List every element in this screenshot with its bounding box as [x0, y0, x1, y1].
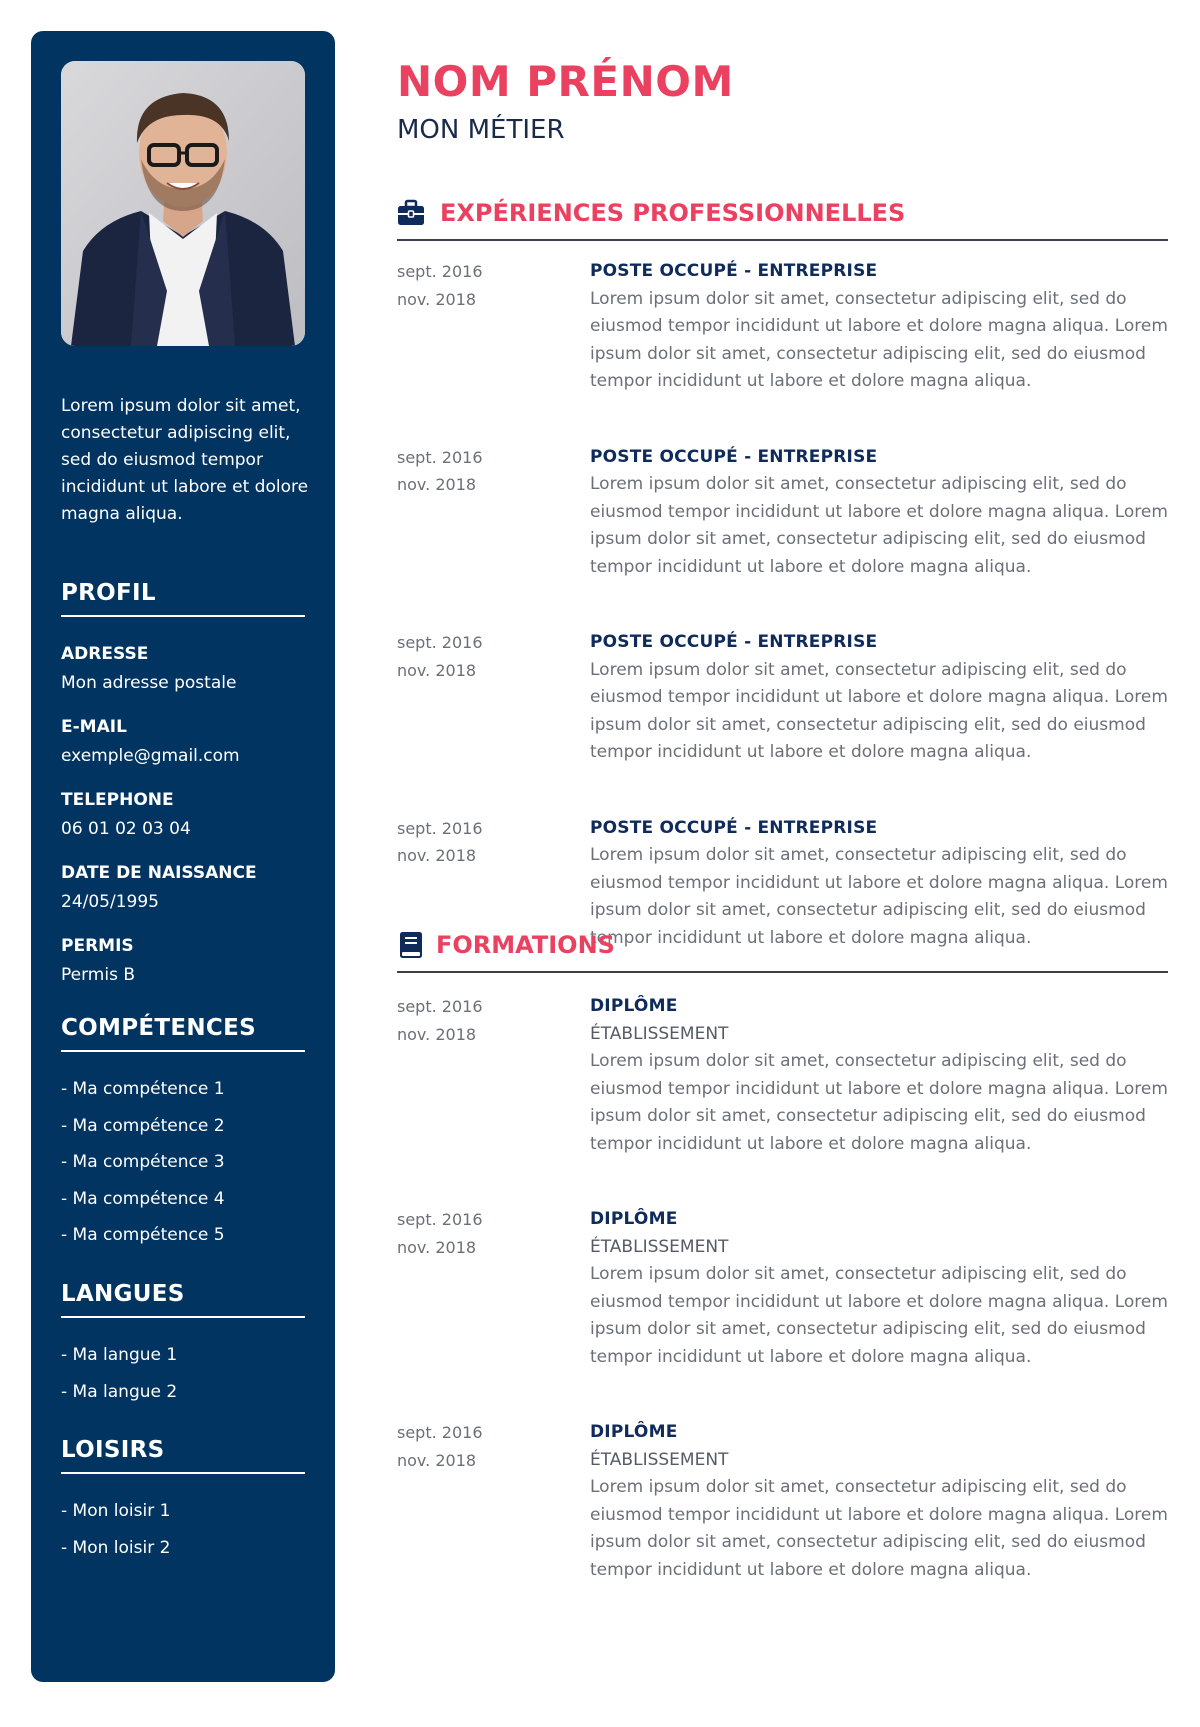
- end-date: nov. 2018: [397, 1450, 477, 1470]
- list-item: - Ma compétence 3: [61, 1152, 225, 1172]
- entry-dates: [397, 993, 590, 1158]
- entry-description: Lorem ipsum dolor sit amet, consectetur adipiscing elit, sed do eiusmod tempor incididunt ut labore et dolore magna aliqua. Lorem ipsum dolor sit amet, consectetur adipiscing elit, sed do eiusmod tempor incididunt ut labore et dolore magna aliqua.: [590, 1477, 1168, 1580]
- contact-phone: [61, 789, 311, 840]
- experience-entry: [397, 258, 1168, 396]
- experience-entry: [397, 629, 1168, 767]
- contact-value: Mon adresse postale: [61, 673, 237, 693]
- contact-address: [61, 643, 311, 694]
- entry-dates: [397, 444, 590, 582]
- end-date: nov. 2018: [397, 1237, 477, 1257]
- education-entry: [397, 1419, 1168, 1584]
- entry-dates: [397, 629, 590, 767]
- contact-value: exemple@gmail.com: [61, 746, 240, 766]
- entry-title: POSTE OCCUPÉ - ENTREPRISE: [590, 261, 878, 281]
- profile-heading: PROFIL: [61, 579, 305, 617]
- languages-heading: LANGUES: [61, 1280, 305, 1318]
- list-item: - Mon loisir 2: [61, 1537, 171, 1558]
- profile-summary: Lorem ipsum dolor sit amet, consectetur adipiscing elit, sed do eiusmod tempor incididunt ut labore et dolore magna aliqua.: [61, 396, 309, 524]
- education-entry: [397, 993, 1168, 1158]
- entry-title: POSTE OCCUPÉ - ENTREPRISE: [590, 817, 878, 838]
- education-heading: FORMATIONS: [436, 931, 615, 959]
- start-date: sept. 2016: [397, 1423, 483, 1442]
- list-item: - Ma langue 1: [61, 1345, 178, 1365]
- entry-title: POSTE OCCUPÉ - ENTREPRISE: [590, 632, 878, 652]
- profile-photo: [61, 61, 305, 346]
- hobbies-heading: LOISIRS: [61, 1436, 305, 1474]
- entry-title: DIPLÔME: [590, 1209, 678, 1229]
- start-date: sept. 2016: [397, 818, 483, 838]
- entry-description: Lorem ipsum dolor sit amet, consectetur adipiscing elit, sed do eiusmod tempor incididunt ut labore et dolore magna aliqua. Lorem ipsum dolor sit amet, consectetur adipiscing elit, sed do eiusmod tempor incididunt ut labore et dolore magna aliqua.: [590, 845, 1168, 948]
- contact-value: 24/05/1995: [61, 892, 159, 912]
- skills-list: [61, 1078, 311, 1246]
- experience-list: [397, 258, 1168, 1000]
- briefcase-icon: [397, 199, 425, 227]
- start-date: sept. 2016: [397, 997, 483, 1016]
- skills-heading: COMPÉTENCES: [61, 1014, 305, 1052]
- person-portrait-icon: [61, 61, 305, 346]
- end-date: nov. 2018: [397, 289, 477, 309]
- contact-value: 06 01 02 03 04: [61, 819, 191, 839]
- contact-label: E-MAIL: [61, 717, 127, 737]
- entry-title: POSTE OCCUPÉ - ENTREPRISE: [590, 446, 878, 467]
- list-item: - Ma compétence 2: [61, 1115, 225, 1136]
- contact-value: Permis B: [61, 965, 136, 985]
- job-title: MON MÉTIER: [397, 115, 565, 145]
- entry-title: DIPLÔME: [590, 996, 678, 1016]
- contact-birthdate: [61, 862, 311, 913]
- entry-description: Lorem ipsum dolor sit amet, consectetur adipiscing elit, sed do eiusmod tempor incididunt ut labore et dolore magna aliqua. Lorem ipsum dolor sit amet, consectetur adipiscing elit, sed do eiusmod tempor incididunt ut labore et dolore magna aliqua.: [590, 659, 1168, 762]
- list-item: - Ma compétence 1: [61, 1079, 225, 1099]
- start-date: sept. 2016: [397, 1210, 483, 1229]
- list-item: - Ma langue 2: [61, 1381, 178, 1402]
- list-item: - Ma compétence 4: [61, 1188, 225, 1209]
- education-entry: [397, 1206, 1168, 1371]
- start-date: sept. 2016: [397, 633, 483, 652]
- sidebar: [31, 31, 335, 1682]
- contact-label: PERMIS: [61, 936, 134, 956]
- start-date: sept. 2016: [397, 262, 483, 281]
- entry-dates: [397, 1206, 590, 1371]
- book-icon: [397, 931, 425, 959]
- contact-label: ADRESSE: [61, 644, 149, 664]
- experience-entry: [397, 444, 1168, 582]
- entry-dates: [397, 258, 590, 396]
- contact-label: TELEPHONE: [61, 790, 174, 810]
- experience-section-header: [397, 197, 1168, 241]
- languages-list: [61, 1344, 311, 1403]
- entry-school: ÉTABLISSEMENT: [590, 1023, 729, 1044]
- entry-school: ÉTABLISSEMENT: [590, 1449, 729, 1470]
- full-name: NOM PRÉNOM: [397, 57, 734, 106]
- entry-description: Lorem ipsum dolor sit amet, consectetur adipiscing elit, sed do eiusmod tempor incididunt ut labore et dolore magna aliqua. Lorem ipsum dolor sit amet, consectetur adipiscing elit, sed do eiusmod tempor incididunt ut labore et dolore magna aliqua.: [590, 288, 1168, 391]
- end-date: nov. 2018: [397, 1024, 477, 1044]
- entry-description: Lorem ipsum dolor sit amet, consectetur adipiscing elit, sed do eiusmod tempor incididunt ut labore et dolore magna aliqua. Lorem ipsum dolor sit amet, consectetur adipiscing elit, sed do eiusmod tempor incididunt ut labore et dolore magna aliqua.: [590, 1264, 1168, 1367]
- list-item: - Ma compétence 5: [61, 1225, 225, 1245]
- contact-label: DATE DE NAISSANCE: [61, 863, 257, 883]
- end-date: nov. 2018: [397, 660, 477, 680]
- entry-description: Lorem ipsum dolor sit amet, consectetur adipiscing elit, sed do eiusmod tempor incididunt ut labore et dolore magna aliqua. Lorem ipsum dolor sit amet, consectetur adipiscing elit, sed do eiusmod tempor incididunt ut labore et dolore magna aliqua.: [590, 474, 1168, 577]
- list-item: - Mon loisir 1: [61, 1501, 171, 1521]
- experience-heading: EXPÉRIENCES PROFESSIONNELLES: [440, 199, 906, 227]
- contact-email: [61, 716, 311, 767]
- entry-title: DIPLÔME: [590, 1422, 678, 1442]
- end-date: nov. 2018: [397, 846, 477, 865]
- entry-dates: [397, 1419, 590, 1584]
- contact-license: [61, 935, 311, 986]
- entry-school: ÉTABLISSEMENT: [590, 1236, 729, 1257]
- hobbies-list: [61, 1500, 311, 1559]
- start-date: sept. 2016: [397, 447, 483, 467]
- education-list: [397, 993, 1168, 1632]
- education-section-header: [397, 929, 1168, 973]
- end-date: nov. 2018: [397, 475, 477, 494]
- entry-description: Lorem ipsum dolor sit amet, consectetur adipiscing elit, sed do eiusmod tempor incididunt ut labore et dolore magna aliqua. Lorem ipsum dolor sit amet, consectetur adipiscing elit, sed do eiusmod tempor incididunt ut labore et dolore magna aliqua.: [590, 1051, 1168, 1154]
